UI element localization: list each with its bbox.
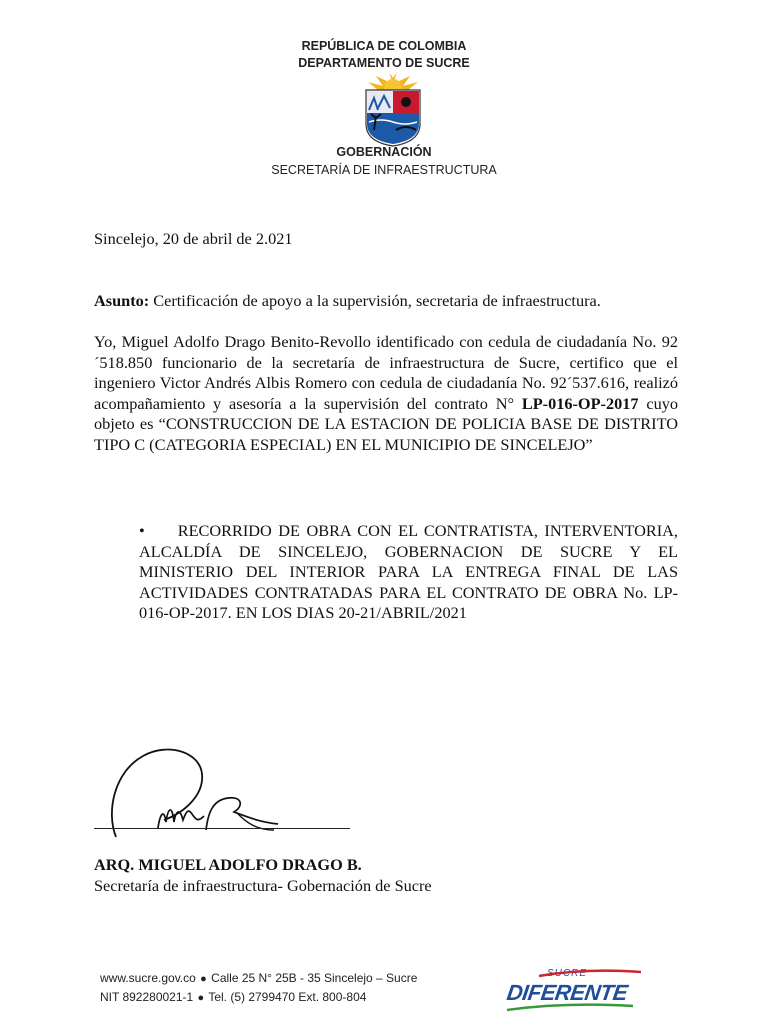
separator-dot-icon: ● (200, 973, 207, 985)
place-date: Sincelejo, 20 de abril de 2.021 (94, 229, 293, 248)
paragraph-part-1: Yo, Miguel Adolfo Drago Benito-Revollo identificado con cedula de ciudadanía No. 92´518.850 funcionario de la secretaría de infraestructura de Sucre, certifico que el ingeniero Victor Andrés Albis Romero con cedula de ciudadanía No. 92´537.616, realizó acompañamiento y asesoría a la supervisión del contrato N° (94, 332, 678, 413)
header-department: DEPARTAMENTO DE SUCRE (298, 56, 470, 70)
footer-line-1 (100, 971, 417, 985)
coat-of-arms-icon (354, 72, 432, 148)
sucre-diferente-logo (505, 966, 645, 1014)
activity-text: RECORRIDO DE OBRA CON EL CONTRATISTA, INTERVENTORIA, ALCALDÍA DE SINCELEJO, GOBERNACION DE SUCRE Y EL MINISTERIO DEL INTERIOR PARA LA ENTREGA FINAL DE LAS ACTIVIDADES CONTRATADAS PARA EL CONTRATO DE OBRA No. LP-016-OP-2017. EN LOS DIAS 20-21/ABRIL/2021 (139, 521, 678, 622)
footer-website[interactable]: www.sucre.gov.co (100, 971, 196, 985)
footer-line-2 (100, 990, 366, 1004)
logo-swoosh-icon (505, 966, 645, 1014)
subject-label: Asunto: (94, 291, 150, 310)
signer-name: ARQ. MIGUEL ADOLFO DRAGO B. (94, 855, 362, 874)
header-country: REPÚBLICA DE COLOMBIA (301, 39, 467, 53)
separator-dot-icon: ● (197, 992, 205, 1004)
header-entity: GOBERNACIÓN (336, 145, 432, 159)
subject-text: Certificación de apoyo a la supervisión, secretaria de infraestructura. (149, 291, 601, 310)
contract-code: LP-016-OP-2017 (521, 393, 639, 413)
certification-paragraph (94, 332, 678, 455)
footer-phone: Tel. (5) 2799470 Ext. 800-804 (208, 990, 367, 1004)
footer-nit: NIT 892280021-1 (100, 990, 194, 1004)
bullet-icon: • (139, 521, 145, 540)
footer-address: Calle 25 N° 25B - 35 Sincelejo – Sucre (211, 971, 418, 985)
handwritten-signature (88, 742, 288, 842)
header-office: SECRETARÍA DE INFRAESTRUCTURA (271, 163, 497, 177)
paragraph-part-2: cuyo objeto es “CONSTRUCCION DE LA ESTACION DE POLICIA BASE DE DISTRITO TIPO C (CATEGORIA ESPECIAL) EN EL MUNICIPIO DE SINCELEJO” (94, 393, 678, 454)
logo-main-text: DIFERENTE (505, 980, 630, 1005)
signature-line (94, 828, 350, 829)
activity-list-item (139, 521, 678, 624)
signer-role: Secretaría de infraestructura- Gobernación de Sucre (94, 876, 432, 895)
subject-line (94, 291, 678, 312)
logo-small-text: SUCRE (547, 968, 588, 979)
